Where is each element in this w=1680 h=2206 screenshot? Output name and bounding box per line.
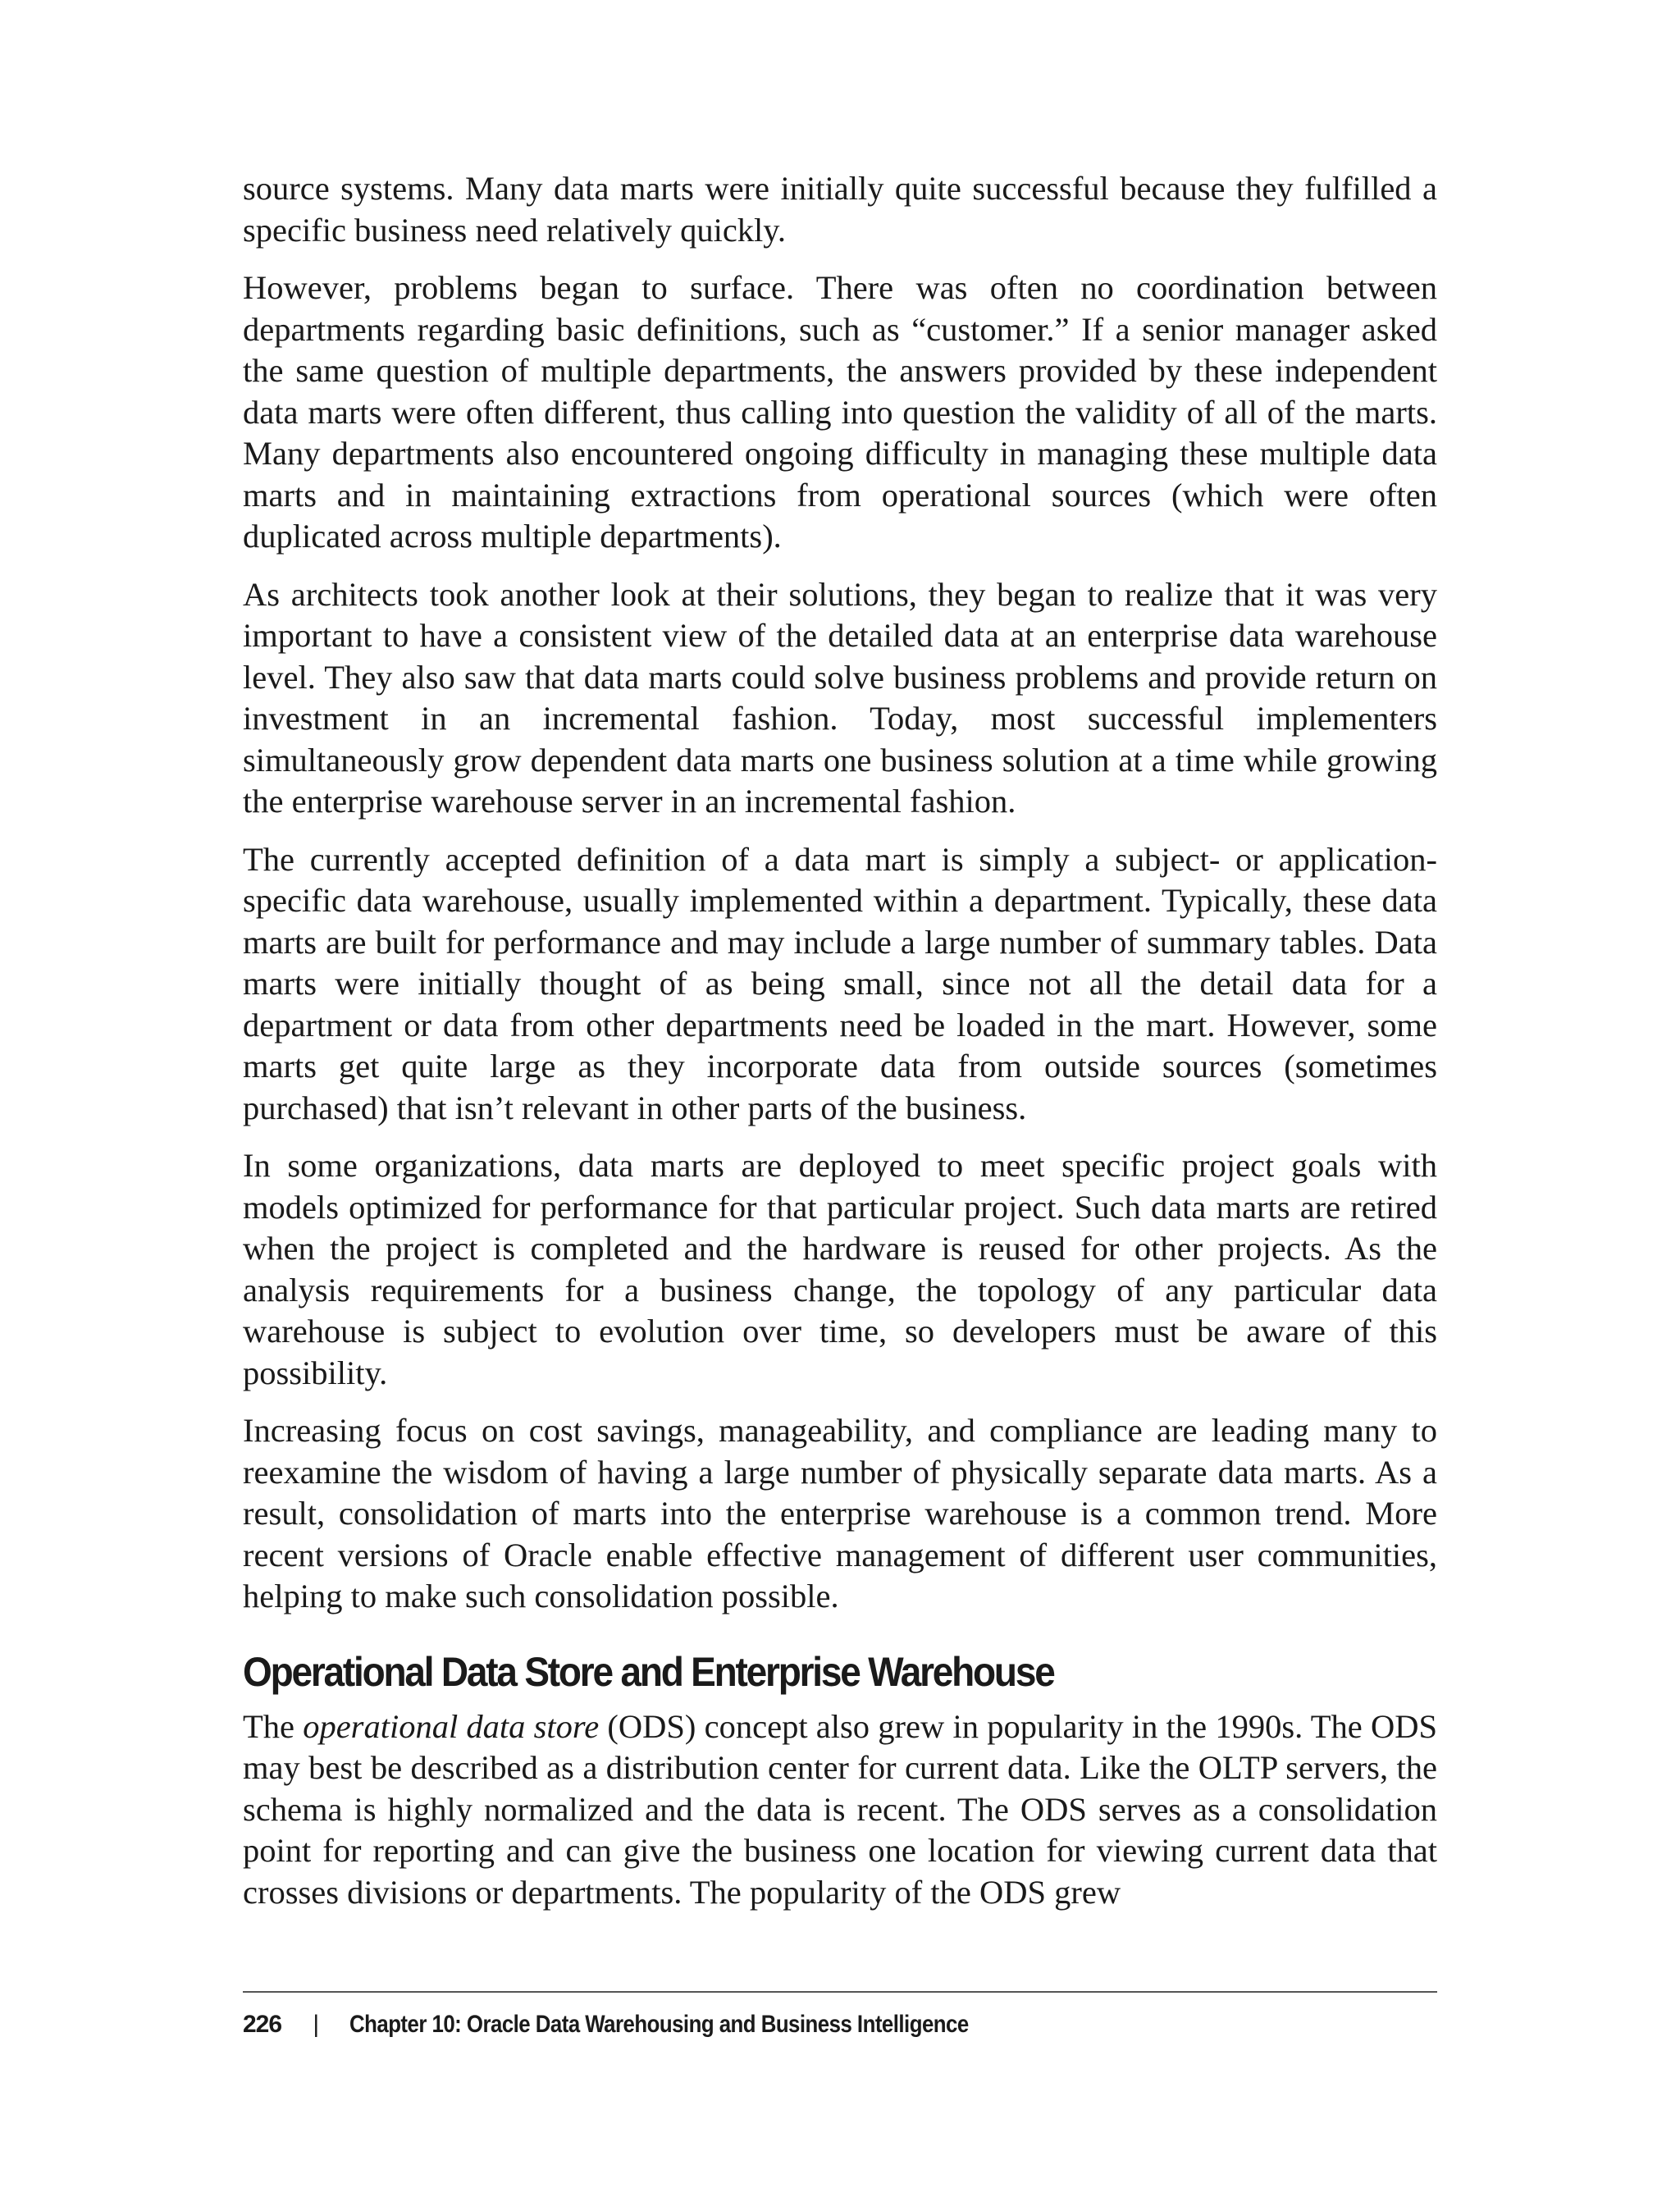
section-lead-paragraph [243, 1706, 1437, 1914]
page-number: 226 [243, 2011, 282, 2038]
footer-separator: | [313, 2011, 320, 2038]
page-body [243, 168, 1437, 1930]
lead-term: operational data store [303, 1707, 600, 1745]
paragraph-4: The currently accepted definition of a data mart is simply a subject- or application-specific data warehouse, usually implemented within a department. Typically, these data marts are built for performance and may include a large number of summary tables. Data marts were initially thought of as being small, since not all the detail data for a department or data from other departments need be loaded in the mart. However, some marts get quite large as they incorporate data from outside sources (sometimes purchased) that isn’t relevant in other parts of the business. [243, 840, 1437, 1126]
paragraph-1: source systems. Many data marts were initially quite successful because they fulfilled a specific business need relatively quickly. [243, 170, 1437, 249]
paragraph-6: Increasing focus on cost savings, manageability, and compliance are leading many to reexamine the wisdom of having a large number of physically separate data marts. As a result, consolidation of marts into the enterprise warehouse is a common trend. More recent versions of Oracle enable effective management of different user communities, helping to make such consolidation possible. [243, 1412, 1437, 1615]
paragraph-3: As architects took another look at their solutions, they began to realize that it was very important to have a consistent view of the detailed data at an enterprise data warehouse level. They also saw that data marts could solve business problems and provide return on investment in an incremental fashion. Today, most successful implementers simultaneously grow dependent data marts one business solution at a time while growing the enterprise warehouse server in an incremental fashion. [243, 575, 1437, 820]
section-heading: Operational Data Store and Enterprise Warehouse [243, 1648, 1054, 1695]
footer-rule [243, 1991, 1437, 1993]
lead-rest: (ODS) concept also grew in popularity in the 1990s. The ODS may best be described as a distribution center for current data. Like the OLTP servers, the schema is highly normalized and the data is recent. The ODS serves as a consolidation point for reporting and can give the business one location for viewing current data that crosses divisions or departments. The popularity of the ODS grew [243, 1707, 1437, 1911]
running-head: Chapter 10: Oracle Data Warehousing and Business Intelligence [349, 2011, 969, 2038]
paragraph-2: However, problems began to surface. There was often no coordination between departments regarding basic definitions, such as “customer.” If a senior manager asked the same question of multiple departments, the answers provided by these independent data marts were often different, thus calling into question the validity of all of the marts. Many departments also encountered ongoing difficulty in managing these multiple data marts and in maintaining extractions from operational sources (which were often duplicated across multiple departments). [243, 269, 1437, 555]
page-footer [243, 2008, 1437, 2041]
paragraph-5: In some organizations, data marts are deployed to meet specific project goals with models optimized for performance for that particular project. Such data marts are retired when the project is completed and the hardware is reused for other projects. As the analysis requirements for a business change, the topology of any particular data warehouse is subject to evolution over time, so developers must be aware of this possibility. [243, 1147, 1437, 1391]
lead-prefix: The [243, 1707, 304, 1745]
